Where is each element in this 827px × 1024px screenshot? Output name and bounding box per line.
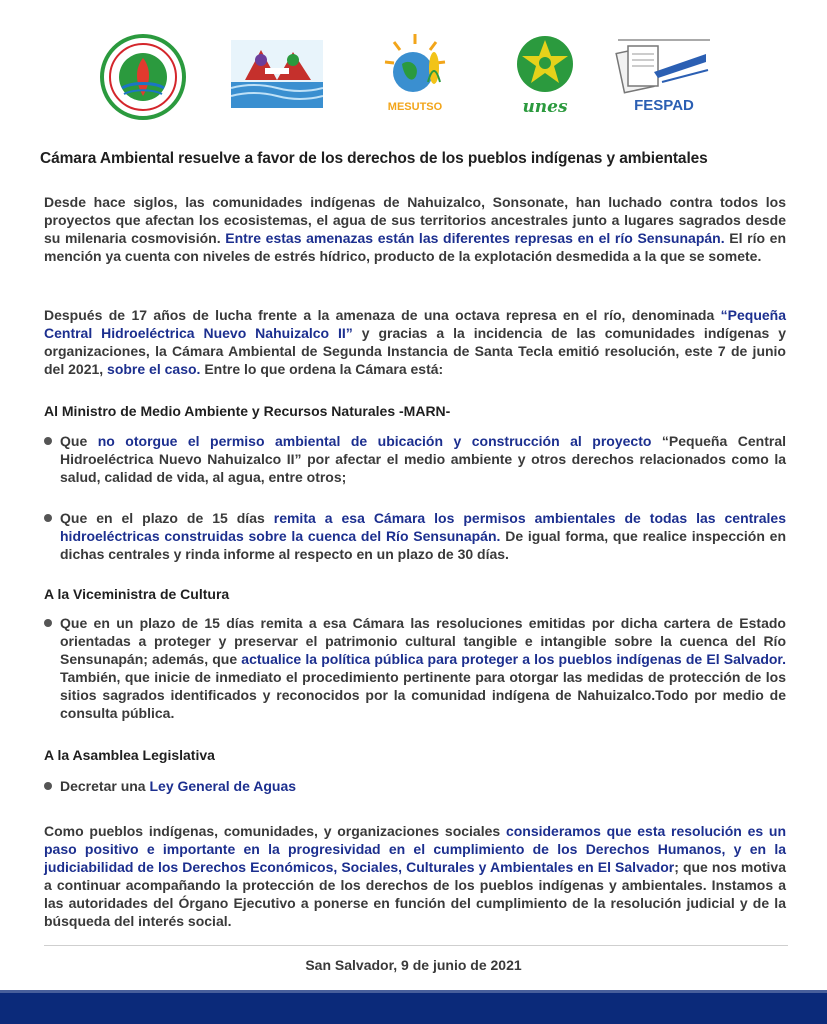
mesutso-logo-text: MESUTSO — [387, 101, 443, 113]
bullet-item-permits-remit — [44, 509, 786, 563]
bullet-icon — [44, 437, 52, 445]
paragraph-intro-text: Desde hace siglos, las comunidades indígenas de Nahuizalco, Sonsonate, han luchado contra todos los proyectos que afectan los ecosistemas, el agua de sus territorios ancestrales junto a lugares sagrados desde su milenaria cosmovisión. — [44, 194, 786, 246]
case-highlight: sobre el caso. — [107, 361, 201, 377]
comite-logo — [100, 34, 186, 120]
page-title: Cámara Ambiental resuelve a favor de los derechos de los pueblos indígenas y ambientales — [40, 150, 708, 167]
bullet-highlight: remita a esa Cámara los permisos ambientales de todas las centrales hidroeléctricas construidas sobre la cuenca del Río Sensunapán. — [60, 510, 787, 544]
divider — [44, 945, 788, 946]
paragraph-resolution-middle: y gracias a la incidencia de las comunidades indígenas y organizaciones, la Cámara Ambiental de Segunda Instancia de Santa Tecla emitió resolución, este 7 de junio del 2021, — [44, 325, 786, 377]
bullet-text: Que en un plazo de 15 días remita a esa Cámara las resoluciones emitidas por dicha cartera de Estado orientadas a proteger y preservar el patrimonio cultural tangible e intangible sobre la cuenca del Río Sensunapán; además, que — [60, 615, 786, 667]
paragraph-closing-highlight: consideramos que esta resolución es un paso positivo e importante en la progresividad en el cumplimiento de los Derechos Humanos, y en la judiciabilidad de los Derechos Económicos, Sociales, Culturales y Ambientales en El Salvador — [44, 823, 786, 875]
bullet-highlight: actualice la política pública para proteger a los pueblos indígenas de El Salvador. — [241, 651, 786, 667]
paragraph-resolution — [44, 306, 786, 378]
bullet-item-ley-aguas — [44, 777, 786, 795]
paragraph-resolution-tail: Entre lo que ordena la Cámara está: — [200, 361, 444, 377]
heading-viceministra: A la Viceministra de Cultura — [44, 586, 230, 602]
fespad-logo-text: FESPAD — [634, 97, 694, 114]
heading-asamblea: A la Asamblea Legislativa — [44, 747, 215, 763]
bullet-tail: También, que inicie de inmediato el procedimiento pertinente para otorgar las medidas de protección de los sitios sagrados identificados y reconocidos por la comunidad indígena de Nahuizalco.Todo por medio de consulta pública. — [60, 669, 786, 721]
bullet-text: Decretar una — [60, 778, 150, 794]
footer-date: San Salvador, 9 de junio de 2021 — [305, 957, 522, 973]
bullet-icon — [44, 782, 52, 790]
bullet-item-permit — [44, 432, 786, 486]
bullet-highlight: no otorgue el permiso ambiental de ubicación y construcción al proyecto — [97, 433, 652, 449]
paragraph-closing — [44, 822, 786, 930]
paragraph-resolution-text: Después de 17 años de lucha frente a la amenaza de una octava represa en el río, denominada — [44, 307, 721, 323]
mesutso-logo — [380, 30, 450, 116]
bullet-tail: De igual forma, que realice inspección en dichas centrales y rinda informe al respecto en un plazo de 30 días. — [60, 528, 787, 562]
band-stripe — [0, 990, 827, 993]
mujeres-logo — [231, 40, 323, 108]
paragraph-intro — [44, 193, 786, 265]
paragraph-intro-tail: El río en mención ya cuenta con niveles de estrés hídrico, producto de la explotación desmedida a la que se somete. — [44, 230, 787, 264]
fespad-logo — [614, 32, 714, 116]
project-name-highlight: “Pequeña Central Hidroeléctrica Nuevo Nahuizalco II” — [44, 307, 786, 341]
bullet-item-cultura — [44, 614, 786, 722]
paragraph-intro-highlight: Entre estas amenazas están las diferentes represas en el río Sensunapán. — [225, 230, 725, 246]
unes-logo-text: unes — [522, 97, 568, 116]
bullet-tail: “Pequeña Central Hidroeléctrica Nuevo Nahuizalco II” por afectar el medio ambiente y otros derechos relacionados como la salud, calidad de vida, al agua, entre otros; — [60, 433, 786, 485]
bullet-icon — [44, 514, 52, 522]
heading-marn: Al Ministro de Medio Ambiente y Recursos Naturales -MARN- — [44, 403, 451, 419]
bullet-text: Que — [60, 433, 98, 449]
bottom-band — [0, 990, 827, 1024]
paragraph-closing-tail: ; que nos motiva a continuar acompañando la protección de los derechos de los pueblos indígenas y ambientales. Instamos a las autoridades del Órgano Ejecutivo a ponerse en función del cumplimiento de la resolución judicial y de la búsqueda del interés social. — [44, 859, 786, 929]
logo-row — [0, 26, 827, 122]
paragraph-closing-text: Como pueblos indígenas, comunidades, y organizaciones sociales — [44, 823, 506, 839]
bullet-icon — [44, 619, 52, 627]
unes-logo — [512, 32, 578, 116]
bullet-highlight: Ley General de Aguas — [149, 778, 297, 794]
bullet-text: Que en el plazo de 15 días — [60, 510, 274, 526]
